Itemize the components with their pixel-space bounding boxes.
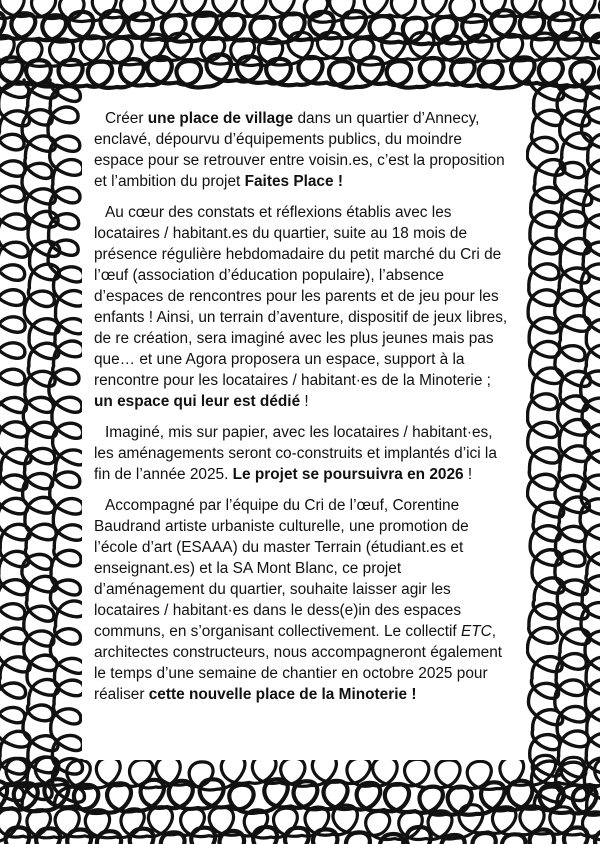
text-run: Imaginé, mis sur papier, avec les locataires / habitant·es, les aménagements seront co-construits et implantés d’ici la fin de l’année 2025.	[94, 424, 497, 483]
text-run: !	[300, 393, 309, 410]
paragraph-3	[94, 422, 514, 485]
scribble-stroke	[48, 80, 86, 808]
paragraph-4	[94, 495, 514, 705]
body-text	[94, 108, 514, 715]
bold-text: Faites Place !	[244, 173, 343, 190]
text-run: dans un quartier d’Annecy, enclavé, dépourvu d’équipements publics, du moindre espace pour se retrouver entre voisin.es, c’est la proposition et l’ambition du projet	[94, 110, 505, 190]
text-run: Au cœur des constats et réflexions établis avec les locataires / habitant.es du quartier, suite au 18 mois de présence régulière hebdomadaire du petit marché du Cri de l’œuf (association d’éducation populaire), l’absence d’espaces de rencontres pour les parents et de jeu pour les enfants ! Ainsi, un terrain d’aventure, dispositif de jeux libres, de re création, sera imaginé avec les plus jeunes mais pas que… et une Agora proposera un espace, support à la rencontre pour les locataires / habitant·es de la Minoterie ;	[94, 204, 508, 389]
bold-text: un espace qui leur est dédié	[94, 393, 301, 410]
text-run: , architectes constructeurs, nous accompagneront également le temps d’une semaine de chantier en octobre 2025 pour réaliser	[94, 623, 503, 703]
text-run: Créer	[105, 110, 148, 127]
paragraph-1	[94, 108, 514, 192]
bold-text: cette nouvelle place de la Minoterie !	[148, 686, 417, 703]
bold-text: une place de village	[147, 110, 294, 127]
italic-text: ETC	[460, 623, 492, 640]
bold-text: Le projet se poursuivra en 2026	[232, 466, 464, 483]
paragraph-2	[94, 202, 514, 412]
text-run: Accompagné par l’équipe du Cri de l’œuf, Corentine Baudrand artiste urbaniste culturelle, une promotion de l’école d’art (ESAAA) du master Terrain (étudiant.es et enseignant.es) et la SA Mont Blanc, ce projet d’aménagement du quartier, souhaite laisser agir les locataires / habitant·es dans le dess(e)in des espaces communs, en s’organisant collectivement. Le collectif	[94, 497, 469, 640]
text-run: !	[463, 466, 473, 483]
